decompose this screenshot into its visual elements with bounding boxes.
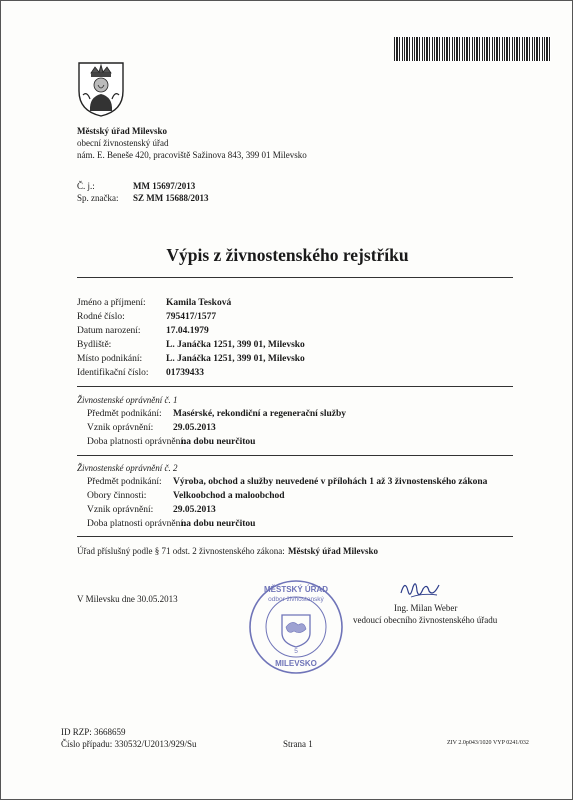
business-place-value: L. Janáčka 1251, 399 01, Milevsko bbox=[166, 354, 305, 364]
licence1-origin-value: 29.05.2013 bbox=[173, 423, 216, 433]
licence1-heading: Živnostenské oprávnění č. 1 bbox=[77, 395, 178, 405]
licence2-fields-value: Velkoobchod a maloobchod bbox=[173, 491, 285, 501]
birth-number-value: 795417/1577 bbox=[166, 312, 217, 322]
licence2-origin-value: 29.05.2013 bbox=[173, 505, 216, 515]
divider bbox=[77, 455, 513, 456]
stamp-number: 5 bbox=[294, 648, 298, 655]
handwritten-signature bbox=[397, 575, 443, 605]
licence1-origin-label: Vznik oprávnění: bbox=[87, 423, 154, 433]
licence2-validity-label: Doba platnosti oprávnění: bbox=[87, 519, 186, 529]
sp-value: SZ MM 15688/2013 bbox=[133, 193, 209, 203]
barcode bbox=[394, 37, 551, 61]
office-name: Městský úřad Milevsko bbox=[77, 126, 167, 136]
licence2-heading: Živnostenské oprávnění č. 2 bbox=[77, 463, 178, 473]
licence1-subject-value: Masérské, rekondiční a regenerační služby bbox=[173, 409, 347, 419]
signer-role: vedoucí obecního živnostenského úřadu bbox=[353, 615, 498, 625]
licence1-subject-label: Předmět podnikání: bbox=[87, 409, 162, 419]
divider bbox=[77, 277, 513, 278]
id-number-value: 01739433 bbox=[166, 368, 204, 378]
licence2-subject-label: Předmět podnikání: bbox=[87, 477, 162, 487]
birth-date-label: Datum narození: bbox=[77, 326, 141, 336]
birth-date-value: 17.04.1979 bbox=[166, 326, 209, 336]
id-number-label: Identifikační číslo: bbox=[77, 368, 149, 378]
office-department: obecní živnostenský úřad bbox=[77, 138, 169, 148]
footer-case-number: Číslo případu: 330532/U2013/929/Su bbox=[61, 739, 197, 749]
stamp-top-text: MĚSTSKÝ ÚŘAD bbox=[263, 585, 328, 594]
footer-page-number: Strana 1 bbox=[283, 739, 313, 749]
sp-label: Sp. značka: bbox=[77, 193, 119, 203]
official-stamp bbox=[248, 579, 344, 675]
page-title: Výpis z živnostenského rejstříku bbox=[166, 245, 409, 265]
competent-office-text: Úřad příslušný podle § 71 odst. 2 živnostenského zákona: bbox=[77, 546, 285, 556]
cj-label: Č. j.: bbox=[77, 181, 95, 191]
residence-value: L. Janáčka 1251, 399 01, Milevsko bbox=[166, 340, 305, 350]
signer-name: Ing. Milan Weber bbox=[394, 603, 458, 613]
name-value: Kamila Tesková bbox=[166, 298, 232, 308]
footer-form-code: ZIV 2.0p043/1020 VYP 0241/032 bbox=[447, 740, 529, 746]
licence2-origin-label: Vznik oprávnění: bbox=[87, 505, 154, 515]
cj-value: MM 15697/2013 bbox=[133, 181, 196, 191]
office-address: nám. E. Beneše 420, pracoviště Sažinova 843, 399 01 Milevsko bbox=[77, 150, 307, 160]
competent-office-name: Městský úřad Milevsko bbox=[288, 546, 378, 556]
stamp-bottom-text: MILEVSKO bbox=[275, 659, 317, 668]
licence1-validity-value: na dobu neurčitou bbox=[181, 437, 256, 447]
licence2-validity-value: na dobu neurčitou bbox=[181, 519, 256, 529]
business-place-label: Místo podnikání: bbox=[77, 354, 143, 364]
footer-id-rzp: ID RZP: 3668659 bbox=[61, 727, 126, 737]
licence2-fields-label: Obory činnosti: bbox=[87, 491, 147, 501]
place-date: V Milevsku dne 30.05.2013 bbox=[77, 594, 178, 604]
divider bbox=[77, 536, 513, 537]
birth-number-label: Rodné číslo: bbox=[77, 312, 125, 322]
name-label: Jméno a příjmení: bbox=[77, 298, 146, 308]
licence2-subject-value: Výroba, obchod a služby neuvedené v přílohách 1 až 3 živnostenského zákona bbox=[173, 477, 488, 487]
coat-of-arms-icon bbox=[77, 61, 125, 117]
residence-label: Bydliště: bbox=[77, 340, 112, 350]
licence1-validity-label: Doba platnosti oprávnění: bbox=[87, 437, 186, 447]
divider bbox=[77, 386, 513, 387]
stamp-inner-text: odbor živnostenský bbox=[268, 596, 324, 603]
